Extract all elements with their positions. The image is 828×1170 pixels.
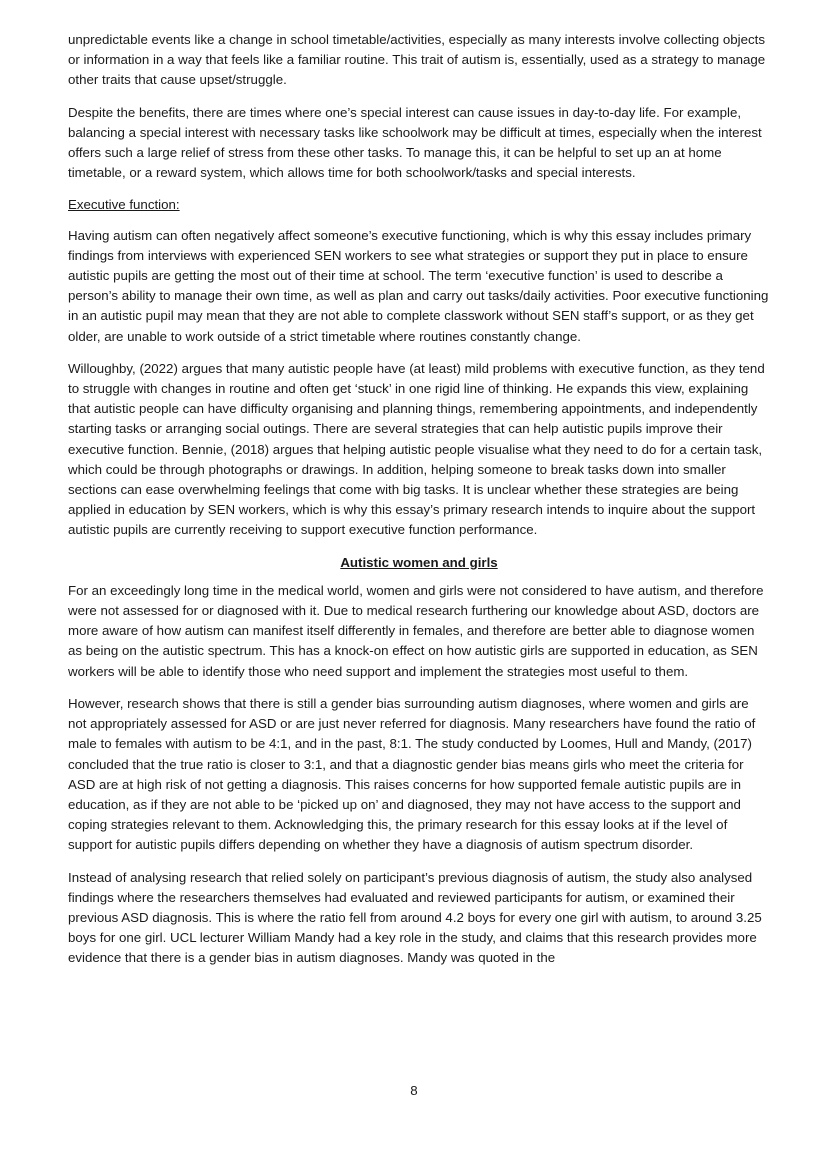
body-paragraph: Despite the benefits, there are times where one’s special interest can cause issues in day-to-day life. For example, balancing a special interest with necessary tasks like schoolwork may be difficult at times, especially when the interest offers such a large relief of stress from these other tasks. To manage this, it can be helpful to set up an at home timetable, or a reward system, which allows time for both schoolwork/tasks and special interests.: [68, 104, 762, 181]
body-paragraph: Having autism can often negatively affect someone’s executive functioning, which is why this essay includes primary findings from interviews with experienced SEN workers to see what strategies or support they put in place to ensure autistic pupils are getting the most out of their time at school. The term ‘executive function’ is used to describe a person’s ability to manage their own time, as well as plan and carry out tasks/daily activities. Poor executive functioning in an autistic pupil may mean that they are not able to complete classwork without SEN staff’s support, or as they get older, are unable to work outside of a strict timetable where routines constantly change.: [68, 227, 769, 344]
body-paragraph: unpredictable events like a change in school timetable/activities, especially as many interests involve collecting objects or information in a way that feels like a familiar routine. This trait of autism is, essentially, used as a strategy to manage other traits that cause upset/struggle.: [68, 32, 766, 88]
subheading-executive-function: Executive function:: [68, 197, 180, 213]
body-paragraph: For an exceedingly long time in the medical world, women and girls were not considered to have autism, and therefore were not assessed for or diagnosed with it. Due to medical research furthering our knowledge about ASD, doctors are more aware of how autism can manifest itself differently in females, and therefore are better able to diagnose women as being on the autistic spectrum. This has a knock-on effect on how autistic girls are supported in education, as SEN workers will be able to identify those who need support and implement the strategies most useful to them.: [68, 582, 764, 679]
body-paragraph: Willoughby, (2022) argues that many autistic people have (at least) mild problems with executive function, as they tend to struggle with changes in routine and often get ‘stuck’ in one rigid line of thinking. He expands this view, explaining that autistic people can have difficulty organising and planning things, remembering appointments, and independently starting tasks or arranging social outings. There are several strategies that can help autistic pupils improve their executive function. Bennie, (2018) argues that helping autistic people visualise what they need to do for a certain task, which could be through photographs or drawings. In addition, helping someone to break tasks down into smaller sections can ease overwhelming feelings that come with big tasks. It is unclear whether these strategies are being applied in education by SEN workers, which is why this essay’s primary research intends to inquire about the support autistic pupils are currently receiving to support executive function performance.: [68, 360, 765, 538]
document-page: [68, 30, 770, 981]
section-heading-autistic-women: Autistic women and girls: [340, 554, 498, 570]
body-paragraph: Instead of analysing research that relied solely on participant’s previous diagnosis of autism, the study also analysed findings where the researchers themselves had evaluated and reviewed participants for autism, or examined their previous ASD diagnosis. This is where the ratio fell from around 4.2 boys for every one girl with autism, to around 3.25 boys for one girl. UCL lecturer William Mandy had a key role in the study, and claims that this research provides more evidence that there is a gender bias in autism diagnoses. Mandy was quoted in the: [68, 869, 762, 966]
page-number: 8: [410, 1083, 418, 1098]
body-paragraph: However, research shows that there is still a gender bias surrounding autism diagnoses, where women and girls are not appropriately assessed for ASD or are just never referred for diagnosis. Many researchers have found the ratio of male to females with autism to be 4:1, and in the past, 8:1. The study conducted by Loomes, Hull and Mandy, (2017) concluded that the true ratio is closer to 3:1, and that a diagnostic gender bias means girls who meet the criteria for ASD are at high risk of not getting a diagnosis. This raises concerns for how supported female autistic pupils are in education, as if they are not able to be ‘picked up on’ and diagnosed, they may not have access to the support and coping strategies relevant to them. Acknowledging this, the primary research for this essay looks at if the level of support for autistic pupils differs depending on whether they have a diagnosis of autism spectrum disorder.: [68, 695, 756, 853]
